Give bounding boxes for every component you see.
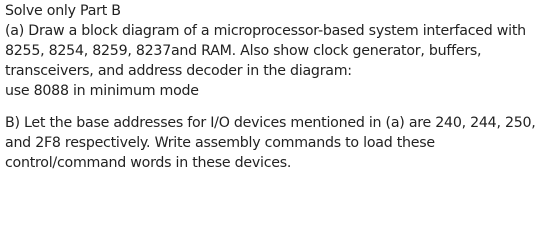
part-b-line-1: B) Let the base addresses for I/O devices mentioned in (a) are 240, 244, 250, [5, 115, 536, 131]
part-a-line-4: use 8088 in minimum mode [5, 83, 199, 99]
part-a-line-1: (a) Draw a block diagram of a microprocessor-based system interfaced with [5, 23, 526, 39]
part-a-line-3: transceivers, and address decoder in the diagram: [5, 63, 352, 79]
part-b-paragraph [5, 113, 553, 173]
part-b-line-2: and 2F8 respectively. Write assembly commands to load these [5, 135, 435, 151]
part-b-line-3: control/command words in these devices. [5, 155, 292, 171]
part-a-paragraph [5, 21, 553, 101]
paragraph-spacer [5, 101, 553, 113]
question-text [5, 1, 553, 173]
question-heading: Solve only Part B [5, 3, 121, 19]
part-a-line-2: 8255, 8254, 8259, 8237and RAM. Also show clock generator, buffers, [5, 43, 482, 59]
